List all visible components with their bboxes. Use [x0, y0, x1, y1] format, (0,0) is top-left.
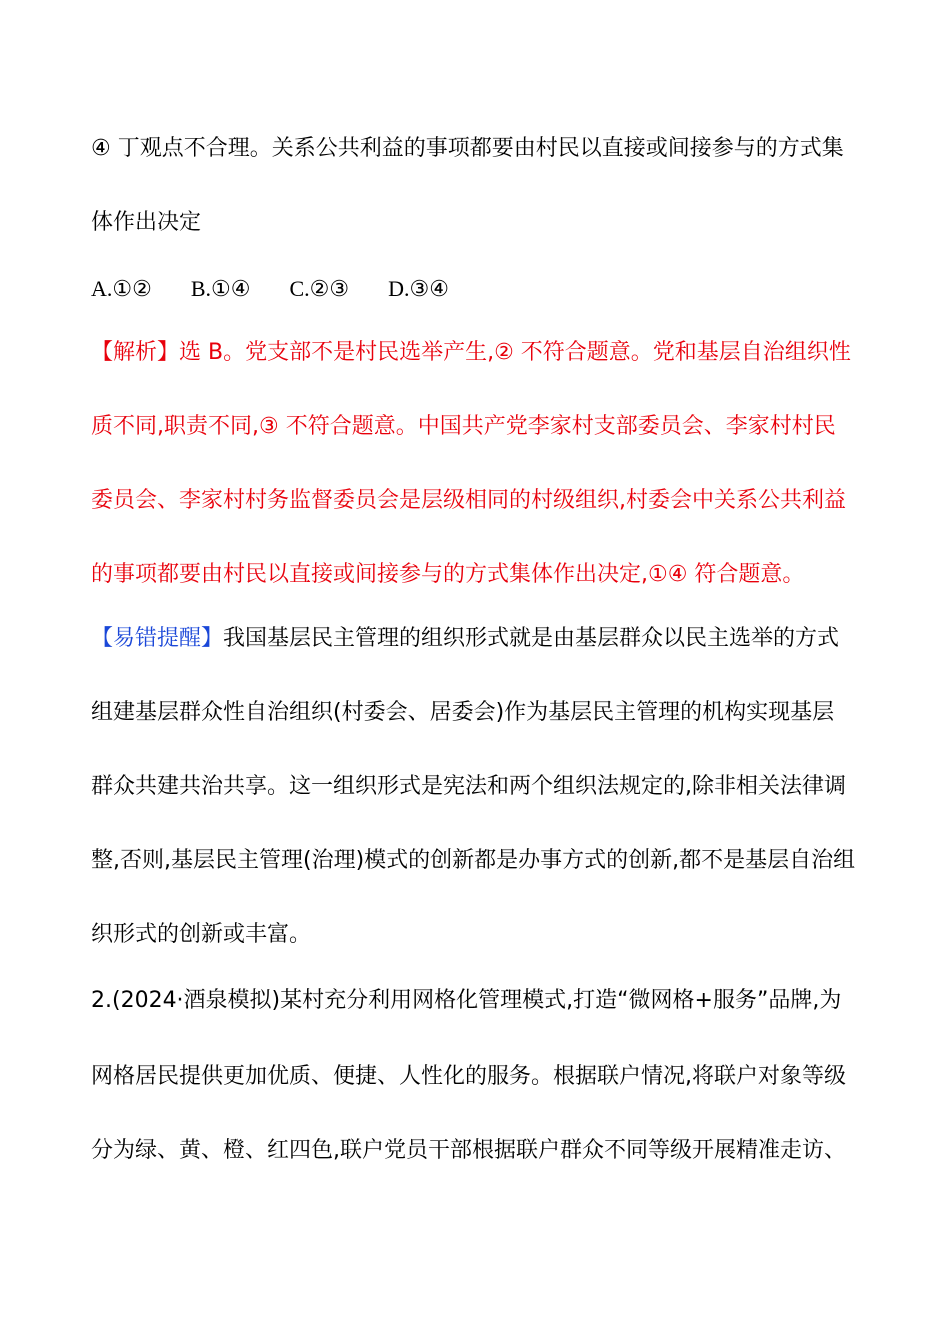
reminder-line-5: 织形式的创新或丰富。	[91, 922, 312, 947]
reminder-line-1	[91, 624, 871, 654]
analysis-line-2: 质不同,职责不同,③ 不符合题意。中国共产党李家村支部委员会、李家村村民	[91, 414, 836, 439]
reminder-tag: 【易错提醒】	[91, 626, 224, 651]
reminder-line-3: 群众共建共治共享。这一组织形式是宪法和两个组织法规定的,除非相关法律调	[91, 774, 846, 799]
analysis-text: 选 B。党支部不是村民选举产生,② 不符合题意。党和基层自治组织性	[179, 340, 851, 365]
reminder-line-2: 组建基层群众性自治组织(村委会、居委会)作为基层民主管理的机构实现基层	[91, 700, 835, 725]
question-2-line-3: 分为绿、黄、橙、红四色,联户党员干部根据联户群众不同等级开展精准走访、	[91, 1138, 846, 1163]
reminder-text: 我国基层民主管理的组织形式就是由基层群众以民主选举的方式	[223, 626, 840, 651]
analysis-line-3: 委员会、李家村村务监督委员会是层级相同的村级组织,村委会中关系公共利益	[91, 488, 846, 513]
answer-option-a: A.①②	[91, 276, 152, 301]
answer-options	[91, 274, 871, 305]
answer-option-d: D.③④	[388, 276, 449, 301]
answer-option-c: C.②③	[289, 276, 350, 301]
question-2-line-1: 2.(2024·酒泉模拟)某村充分利用网格化管理模式,打造“微网格+服务”品牌,为	[91, 988, 842, 1013]
option-4-line-1: ④ 丁观点不合理。关系公共利益的事项都要由村民以直接或间接参与的方式集	[91, 136, 844, 161]
analysis-line-1	[91, 338, 871, 368]
analysis-tag: 【解析】	[91, 340, 180, 365]
reminder-line-4: 整,否则,基层民主管理(治理)模式的创新都是办事方式的创新,都不是基层自治组	[91, 848, 856, 873]
analysis-line-4: 的事项都要由村民以直接或间接参与的方式集体作出决定,①④ 符合题意。	[91, 562, 805, 587]
option-4-line-2: 体作出决定	[91, 210, 202, 235]
question-2-line-2: 网格居民提供更加优质、便捷、人性化的服务。根据联户情况,将联户对象等级	[91, 1064, 846, 1089]
answer-option-b: B.①④	[190, 276, 251, 301]
